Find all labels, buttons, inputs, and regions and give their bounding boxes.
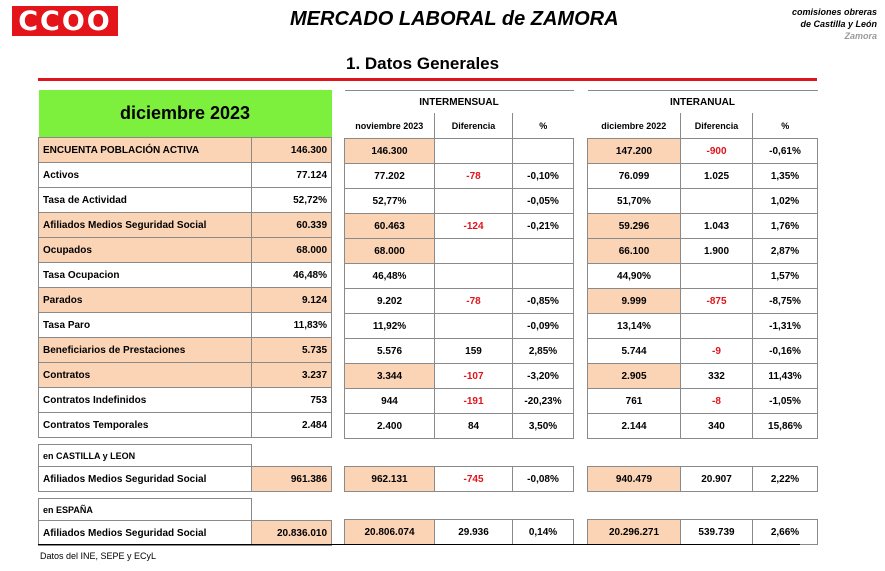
interanual-value: 66.100 [588,239,681,264]
footer-divider [38,544,800,545]
table-row [588,164,818,189]
row-label: Tasa Paro [39,313,252,338]
intermensual-diff: -124 [435,214,513,239]
interanual-value: 44,90% [588,264,681,289]
table-row [39,288,332,313]
spacer-row [39,492,332,499]
row-label: Afiliados Medios Seguridad Social [39,467,252,492]
ccoo-logo [12,6,118,36]
intermensual-pct: 3,50% [513,414,574,439]
intermensual-diff: -191 [435,389,513,414]
row-value: 146.300 [252,138,332,163]
table-row [39,363,332,388]
intermensual-diff [435,139,513,164]
spacer-cell [39,438,332,445]
intermensual-pct: -0,21% [513,214,574,239]
interanual-pct: 2,87% [753,239,818,264]
interanual-col-pct: % [753,113,818,139]
row-value: 2.484 [252,413,332,438]
intermensual-body [345,91,574,545]
period-header-row [39,90,332,138]
region-blank-row [345,498,574,520]
intermensual-title-row [345,91,574,114]
intermensual-pct: -0,10% [513,164,574,189]
table-row [345,414,574,439]
row-value: 9.124 [252,288,332,313]
row-value: 20.836.010 [252,521,332,546]
region-blank [252,445,332,467]
interanual-pct: 2,66% [753,520,818,545]
region-blank [252,499,332,521]
table-row [345,239,574,264]
section-title: 1. Datos Generales [346,54,500,73]
org-line-2: de Castilla y León [800,19,877,29]
table-row [39,413,332,438]
interanual-value: 147.200 [588,139,681,164]
intermensual-pct: 2,85% [513,339,574,364]
table-row [588,520,818,545]
intermensual-col-pct: % [513,113,574,139]
table-row [588,364,818,389]
table-row [39,238,332,263]
intermensual-pct: -3,20% [513,364,574,389]
intermensual-diff: 84 [435,414,513,439]
org-line-1: comisiones obreras [791,7,877,17]
intermensual-value: 52,77% [345,189,435,214]
row-value: 60.339 [252,213,332,238]
row-label: Contratos Temporales [39,413,252,438]
table-row [588,139,818,164]
table-row [345,314,574,339]
table-row [39,521,332,546]
table-row [39,388,332,413]
intermensual-col-month: noviembre 2023 [345,113,435,139]
table-row [588,264,818,289]
interanual-value: 2.144 [588,414,681,439]
interanual-value: 5.744 [588,339,681,364]
interanual-columns-row [588,113,818,139]
table-row [39,138,332,163]
interanual-pct: -8,75% [753,289,818,314]
org-line-3: Zamora [844,31,877,41]
table-row [39,338,332,363]
table-row [588,467,818,492]
region-blank-cell [588,445,818,467]
intermensual-value: 60.463 [345,214,435,239]
interanual-pct: -1,05% [753,389,818,414]
table-row [345,189,574,214]
interanual-value: 20.296.271 [588,520,681,545]
red-divider [38,78,817,81]
interanual-col-month: diciembre 2022 [588,113,681,139]
row-label: Ocupados [39,238,252,263]
intermensual-diff: 159 [435,339,513,364]
row-value: 52,72% [252,188,332,213]
interanual-table [587,90,818,545]
page-title: MERCADO LABORAL de ZAMORA [290,8,619,30]
interanual-diff [681,314,753,339]
interanual-pct: 1,76% [753,214,818,239]
intermensual-pct: -0,05% [513,189,574,214]
region-blank-cell [588,498,818,520]
row-value: 5.735 [252,338,332,363]
current-period-body [39,90,332,546]
interanual-diff: 1.043 [681,214,753,239]
intermensual-pct: -20,23% [513,389,574,414]
table-row [588,339,818,364]
row-label: Afiliados Medios Seguridad Social [39,213,252,238]
interanual-pct: 1,02% [753,189,818,214]
intermensual-value: 2.400 [345,414,435,439]
period-label: diciembre 2023 [39,90,332,138]
intermensual-value: 944 [345,389,435,414]
intermensual-col-diff: Diferencia [435,113,513,139]
interanual-pct: 15,86% [753,414,818,439]
intermensual-value: 962.131 [345,467,435,492]
intermensual-diff [435,264,513,289]
table-row [588,189,818,214]
interanual-diff: 340 [681,414,753,439]
intermensual-diff: 29.936 [435,520,513,545]
row-label: Tasa Ocupacion [39,263,252,288]
intermensual-value: 5.576 [345,339,435,364]
intermensual-value: 146.300 [345,139,435,164]
interanual-value: 761 [588,389,681,414]
row-value: 3.237 [252,363,332,388]
table-row [345,289,574,314]
intermensual-value: 20.806.074 [345,520,435,545]
row-label: ENCUENTA POBLACIÓN ACTIVA [39,138,252,163]
table-row [588,214,818,239]
region-blank-row [588,445,818,467]
intermensual-title: INTERMENSUAL [419,96,499,108]
row-value: 753 [252,388,332,413]
intermensual-value: 3.344 [345,364,435,389]
intermensual-table [344,90,574,545]
intermensual-value: 68.000 [345,239,435,264]
intermensual-value: 46,48% [345,264,435,289]
table-row [345,164,574,189]
row-value: 68.000 [252,238,332,263]
interanual-value: 9.999 [588,289,681,314]
row-value: 46,48% [252,263,332,288]
region-label-row [39,499,332,521]
spacer-cell [39,492,332,499]
intermensual-value: 9.202 [345,289,435,314]
intermensual-diff [435,189,513,214]
intermensual-columns-row [345,113,574,139]
interanual-diff: 332 [681,364,753,389]
intermensual-diff: -745 [435,467,513,492]
source-note: Datos del INE, SEPE y ECyL [40,551,157,561]
table-row [345,139,574,164]
interanual-col-diff: Diferencia [681,113,753,139]
intermensual-pct [513,239,574,264]
table-row [39,188,332,213]
row-value: 77.124 [252,163,332,188]
interanual-pct: 2,22% [753,467,818,492]
table-row [588,239,818,264]
region-label: en ESPAÑA [39,499,252,521]
row-label: Contratos [39,363,252,388]
interanual-diff: -9 [681,339,753,364]
intermensual-diff: -78 [435,289,513,314]
interanual-diff: -900 [681,139,753,164]
spacer-row [39,438,332,445]
interanual-diff: 20.907 [681,467,753,492]
interanual-diff: -8 [681,389,753,414]
logo-text: CCOO [18,5,112,37]
interanual-value: 940.479 [588,467,681,492]
intermensual-diff: -78 [435,164,513,189]
interanual-pct: -0,16% [753,339,818,364]
interanual-title-row [588,91,818,114]
interanual-pct: 1,57% [753,264,818,289]
intermensual-diff [435,239,513,264]
interanual-pct: -1,31% [753,314,818,339]
current-period-table [38,90,332,546]
intermensual-pct: 0,14% [513,520,574,545]
intermensual-pct [513,264,574,289]
organization-block [792,6,877,42]
table-row [345,389,574,414]
row-value: 961.386 [252,467,332,492]
table-row [39,213,332,238]
table-row [345,467,574,492]
region-label-row [39,445,332,467]
row-value: 11,83% [252,313,332,338]
table-row [39,163,332,188]
table-row [345,264,574,289]
table-row [345,339,574,364]
intermensual-diff [435,314,513,339]
table-row [588,414,818,439]
interanual-title: INTERANUAL [670,96,735,108]
table-row [345,520,574,545]
intermensual-pct [513,139,574,164]
interanual-pct: -0,61% [753,139,818,164]
region-blank-cell [345,498,574,520]
region-label: en CASTILLA y LEON [39,445,252,467]
table-row [345,214,574,239]
intermensual-diff: -107 [435,364,513,389]
interanual-body [588,91,818,545]
interanual-diff [681,264,753,289]
row-label: Afiliados Medios Seguridad Social [39,521,252,546]
interanual-pct: 1,35% [753,164,818,189]
interanual-value: 13,14% [588,314,681,339]
row-label: Beneficiarios de Prestaciones [39,338,252,363]
region-blank-row [345,445,574,467]
table-row [588,389,818,414]
interanual-value: 51,70% [588,189,681,214]
table-row [345,364,574,389]
table-row [39,467,332,492]
table-row [588,314,818,339]
interanual-diff: 539.739 [681,520,753,545]
table-row [588,289,818,314]
interanual-value: 59.296 [588,214,681,239]
interanual-diff: 1.900 [681,239,753,264]
interanual-diff: -875 [681,289,753,314]
row-label: Tasa de Actividad [39,188,252,213]
table-row [39,313,332,338]
intermensual-value: 77.202 [345,164,435,189]
table-row [39,263,332,288]
intermensual-value: 11,92% [345,314,435,339]
interanual-value: 2.905 [588,364,681,389]
row-label: Contratos Indefinidos [39,388,252,413]
interanual-diff [681,189,753,214]
region-blank-cell [345,445,574,467]
row-label: Activos [39,163,252,188]
row-label: Parados [39,288,252,313]
intermensual-pct: -0,85% [513,289,574,314]
intermensual-pct: -0,08% [513,467,574,492]
interanual-pct: 11,43% [753,364,818,389]
region-blank-row [588,498,818,520]
interanual-value: 76.099 [588,164,681,189]
intermensual-pct: -0,09% [513,314,574,339]
interanual-diff: 1.025 [681,164,753,189]
